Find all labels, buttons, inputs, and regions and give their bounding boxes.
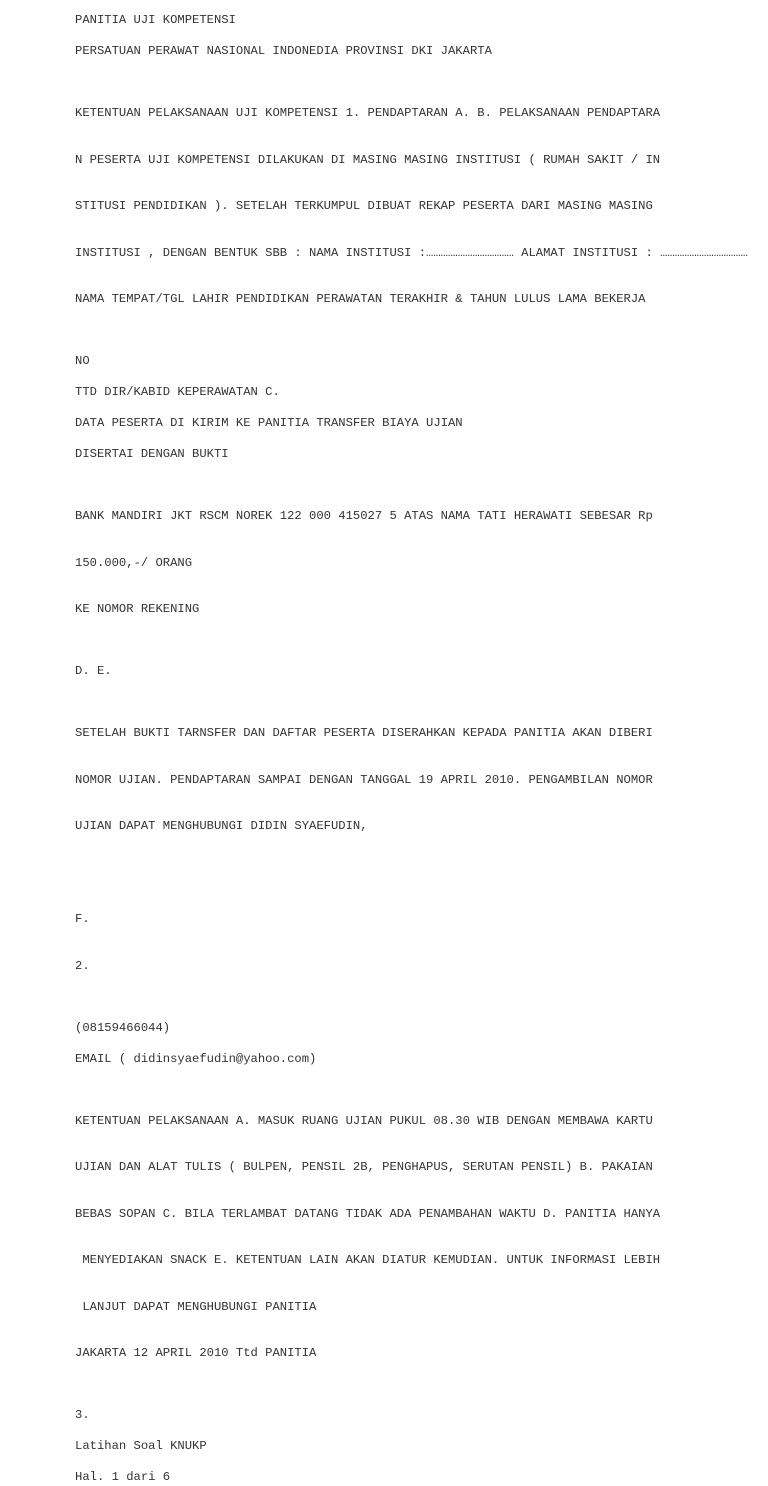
ketentuan-pelaksanaan-paragraph — [75, 1083, 765, 1393]
text-line: 150.000,-/ ORANG — [75, 555, 193, 570]
text-line: LANJUT DAPAT MENGHUBUNGI PANITIA — [75, 1299, 317, 1314]
disertai-line: DISERTAI DENGAN BUKTI — [75, 447, 229, 461]
text-line: KETENTUAN PELAKSANAAN UJI KOMPETENSI 1. PENDAPTARAN A. B. PELAKSANAAN PENDAPTARA — [75, 106, 661, 120]
document-page — [75, 13, 765, 1486]
text-line: JAKARTA 12 APRIL 2010 Ttd PANITIA — [75, 1346, 317, 1360]
text-line: BANK MANDIRI JKT RSCM NOREK 122 000 415027 5 ATAS NAMA TATI HERAWATI SEBESAR Rp — [75, 509, 653, 523]
no-label: NO — [75, 354, 90, 368]
data-peserta-line: DATA PESERTA DI KIRIM KE PANITIA TRANSFER BIAYA UJIAN — [75, 416, 463, 430]
text-line: KETENTUAN PELAKSANAAN A. MASUK RUANG UJIAN PUKUL 08.30 WIB DENGAN MEMBAWA KARTU — [75, 1113, 653, 1128]
email-line: EMAIL ( didinsyaefudin@yahoo.com) — [75, 1051, 317, 1066]
organization-name: PERSATUAN PERAWAT NASIONAL INDONEDIA PROVINSI DKI JAKARTA — [75, 44, 492, 58]
text-line: KE NOMOR REKENING — [75, 602, 200, 616]
section-three: 3. — [75, 1408, 90, 1422]
text-line: STITUSI PENDIDIKAN ). SETELAH TERKUMPUL DIBUAT REKAP PESERTA DARI MASING MASING — [75, 199, 653, 213]
phone-number: (08159466044) — [75, 1020, 171, 1035]
text-line: INSTITUSI , DENGAN BENTUK SBB : NAMA INSTITUSI :……………………………… ALAMAT INSTITUSI : ……………………………… — [75, 245, 748, 260]
section-numbers — [75, 881, 765, 1005]
text-line: UJIAN DAPAT MENGHUBUNGI DIDIN SYAEFUDIN, — [75, 819, 368, 833]
latihan-title: Latihan Soal KNUKP — [75, 1439, 207, 1453]
text-line: BEBAS SOPAN C. BILA TERLAMBAT DATANG TIDAK ADA PENAMBAHAN WAKTU D. PANITIA HANYA — [75, 1206, 661, 1221]
ketentuan-pendaftaran-paragraph — [75, 75, 765, 339]
text-line: UJIAN DAN ALAT TULIS ( BULPEN, PENSIL 2B, PENGHAPUS, SERUTAN PENSIL) B. PAKAIAN — [75, 1160, 653, 1174]
text-line: MENYEDIAKAN SNACK E. KETENTUAN LAIN AKAN DIATUR KEMUDIAN. UNTUK INFORMASI LEBIH — [75, 1253, 661, 1267]
document-title: PANITIA UJI KOMPETENSI — [75, 13, 236, 27]
bank-paragraph — [75, 478, 765, 649]
text-line: N PESERTA UJI KOMPETENSI DILAKUKAN DI MASING MASING INSTITUSI ( RUMAH SAKIT / IN — [75, 152, 661, 167]
de-line: D. E. — [75, 664, 112, 678]
text-line: NAMA TEMPAT/TGL LAHIR PENDIDIKAN PERAWATAN TERAKHIR & TAHUN LULUS LAMA BEKERJA — [75, 292, 646, 306]
text-line: 2. — [75, 958, 90, 973]
text-line: F. — [75, 912, 90, 926]
ttd-line: TTD DIR/KABID KEPERAWATAN C. — [75, 385, 280, 399]
page-indicator: Hal. 1 dari 6 — [75, 1470, 171, 1484]
text-line: SETELAH BUKTI TARNSFER DAN DAFTAR PESERTA DISERAHKAN KEPADA PANITIA AKAN DIBERI — [75, 726, 653, 740]
text-line: NOMOR UJIAN. PENDAPTARAN SAMPAI DENGAN TANGGAL 19 APRIL 2010. PENGAMBILAN NOMOR — [75, 772, 653, 787]
setelah-paragraph — [75, 695, 765, 866]
